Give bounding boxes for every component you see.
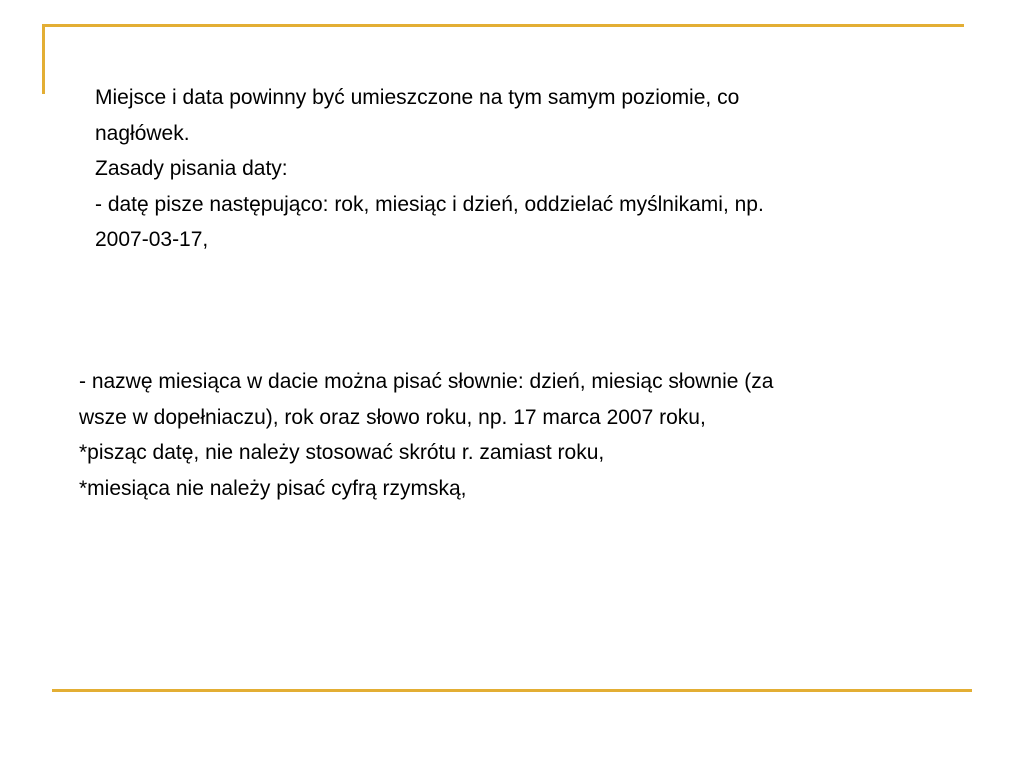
text-line: 2007-03-17,	[95, 228, 209, 251]
text-line: - datę pisze następująco: rok, miesiąc i dzień, oddzielać myślnikami, np.	[95, 192, 764, 216]
text-line: - nazwę miesiąca w dacie można pisać słownie: dzień, miesiąc słownie (za	[79, 370, 774, 393]
text-line: Miejsce i data powinny być umieszczone na tym samym poziomie, co	[95, 86, 740, 109]
text-line: *miesiąca nie należy pisać cyfrą rzymską,	[79, 476, 467, 500]
top-accent-rule	[42, 24, 964, 27]
bottom-accent-rule	[52, 689, 972, 692]
text-line: nagłówek.	[95, 121, 190, 145]
text-line: *pisząc datę, nie należy stosować skrótu r. zamiast roku,	[79, 441, 605, 464]
left-accent-rule	[42, 24, 45, 94]
text-block-month-rules	[79, 364, 959, 506]
text-line: wsze w dopełniaczu), rok oraz słowo roku, np. 17 marca 2007 roku,	[79, 405, 706, 429]
text-block-placement-and-date-rules	[95, 80, 925, 258]
text-line: Zasady pisania daty:	[95, 157, 288, 180]
